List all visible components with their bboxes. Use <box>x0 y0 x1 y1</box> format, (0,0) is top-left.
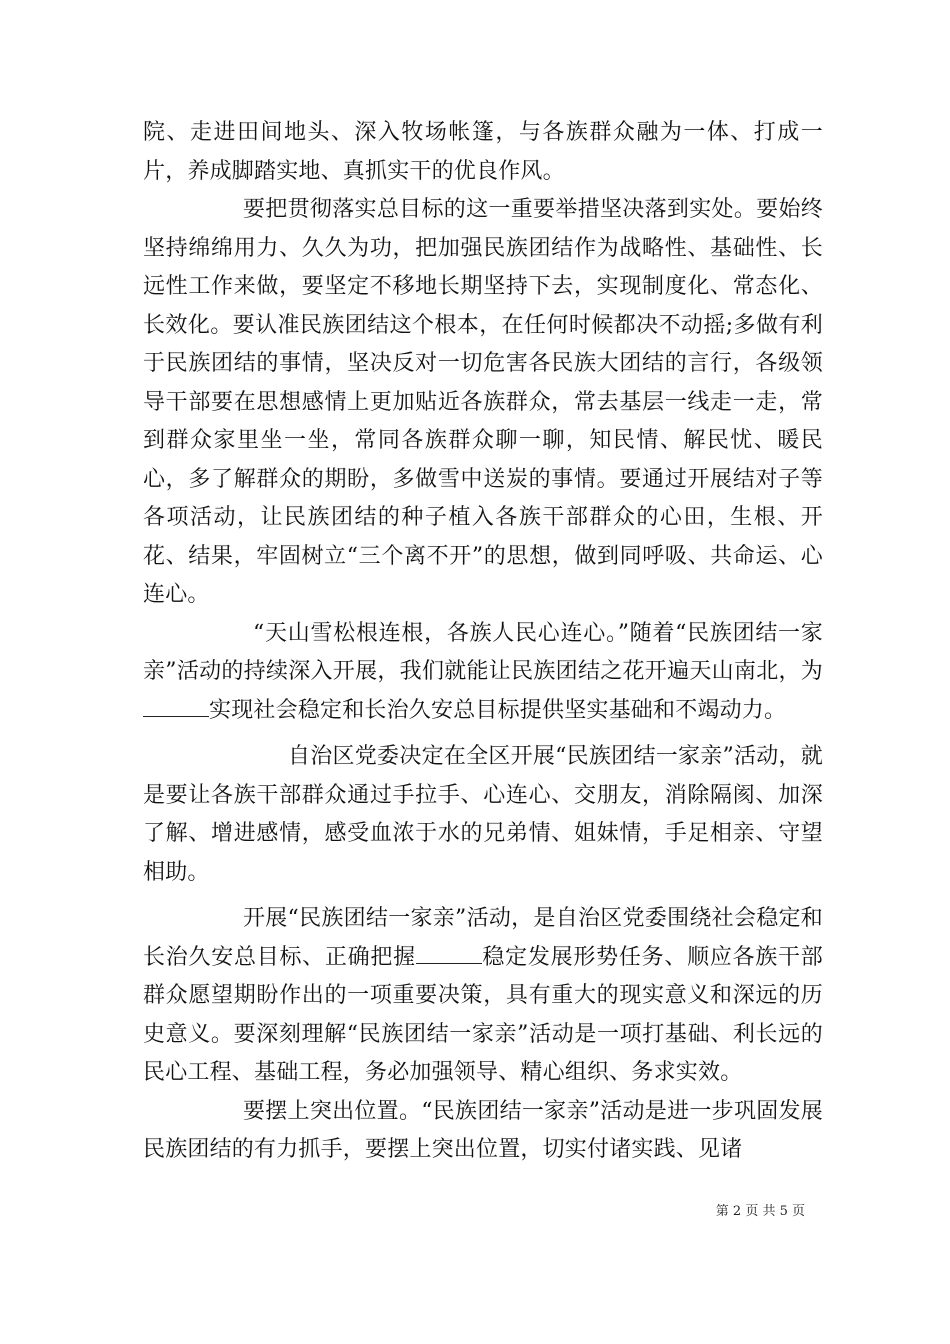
paragraph-6 <box>143 1093 823 1170</box>
paragraph-5-text-a: 开展“民族团结一家亲”活动，是自治区党委围绕社会稳定和长治久安总目标、正确把握 <box>143 906 823 970</box>
paragraph-3-text-b: 实现社会稳定和长治久安总目标提供坚实基础和不竭动力。 <box>209 697 787 723</box>
paragraph-3 <box>143 615 823 731</box>
document-body <box>143 114 823 1170</box>
fill-in-blank-2 <box>416 941 482 964</box>
paragraph-4-text: 自治区党委决定在全区开展“民族团结一家亲”活动，就是要让各族干部群众通过手拉手、心连心、交朋友，消除隔阂、加深了解、增进感情，感受血浓于水的兄弟情、姐妹情，手足相亲、守望相助。 <box>143 744 823 885</box>
paragraph-5-text-b: 稳定发展形势任务、顺应各族干部群众愿望期盼作出的一项重要决策，具有重大的现实意义和深远的历史意义。要深刻理解“民族团结一家亲”活动是一项打基础、利长远的民心工程、基础工程，务必加强领导、精心组织、务求实效。 <box>143 944 823 1085</box>
paragraph-6-text: 要摆上突出位置。“民族团结一家亲”活动是进一步巩固发展民族团结的有力抓手，要摆上突出位置，切实付诸实践、见诸 <box>143 1098 823 1162</box>
paragraph-2 <box>143 191 823 615</box>
paragraph-3-text-a: “天山雪松根连根，各族人民心连心。”随着“民族团结一家亲”活动的持续深入开展，我们就能让民族团结之花开遍天山南北，为 <box>143 620 823 684</box>
paragraph-1-text: 院、走进田间地头、深入牧场帐篷，与各族群众融为一体、打成一片，养成脚踏实地、真抓实干的优良作风。 <box>143 120 823 184</box>
fill-in-blank-1 <box>143 694 209 717</box>
paragraph-2-text: 要把贯彻落实总目标的这一重要举措坚决落到实处。要始终坚持绵绵用力、久久为功，把加强民族团结作为战略性、基础性、长远性工作来做，要坚定不移地长期坚持下去，实现制度化、常态化、长效化。要认准民族团结这个根本，在任何时候都决不动摇;多做有利于民族团结的事情，坚决反对一切危害各民族大团结的言行，各级领导干部要在思想感情上更加贴近各族群众，常去基层一线走一走，常到群众家里坐一坐，常同各族群众聊一聊，知民情、解民忧、暖民心，多了解群众的期盼，多做雪中送炭的事情。要通过开展结对子等各项活动，让民族团结的种子植入各族干部群众的心田，生根、开花、结果，牢固树立“三个离不开”的思想，做到同呼吸、共命运、心连心。 <box>143 197 823 607</box>
page-number: 第 2 页 共 5 页 <box>715 1204 805 1219</box>
paragraph-1 <box>143 114 823 191</box>
paragraph-5 <box>143 900 823 1093</box>
paragraph-4 <box>143 738 823 892</box>
